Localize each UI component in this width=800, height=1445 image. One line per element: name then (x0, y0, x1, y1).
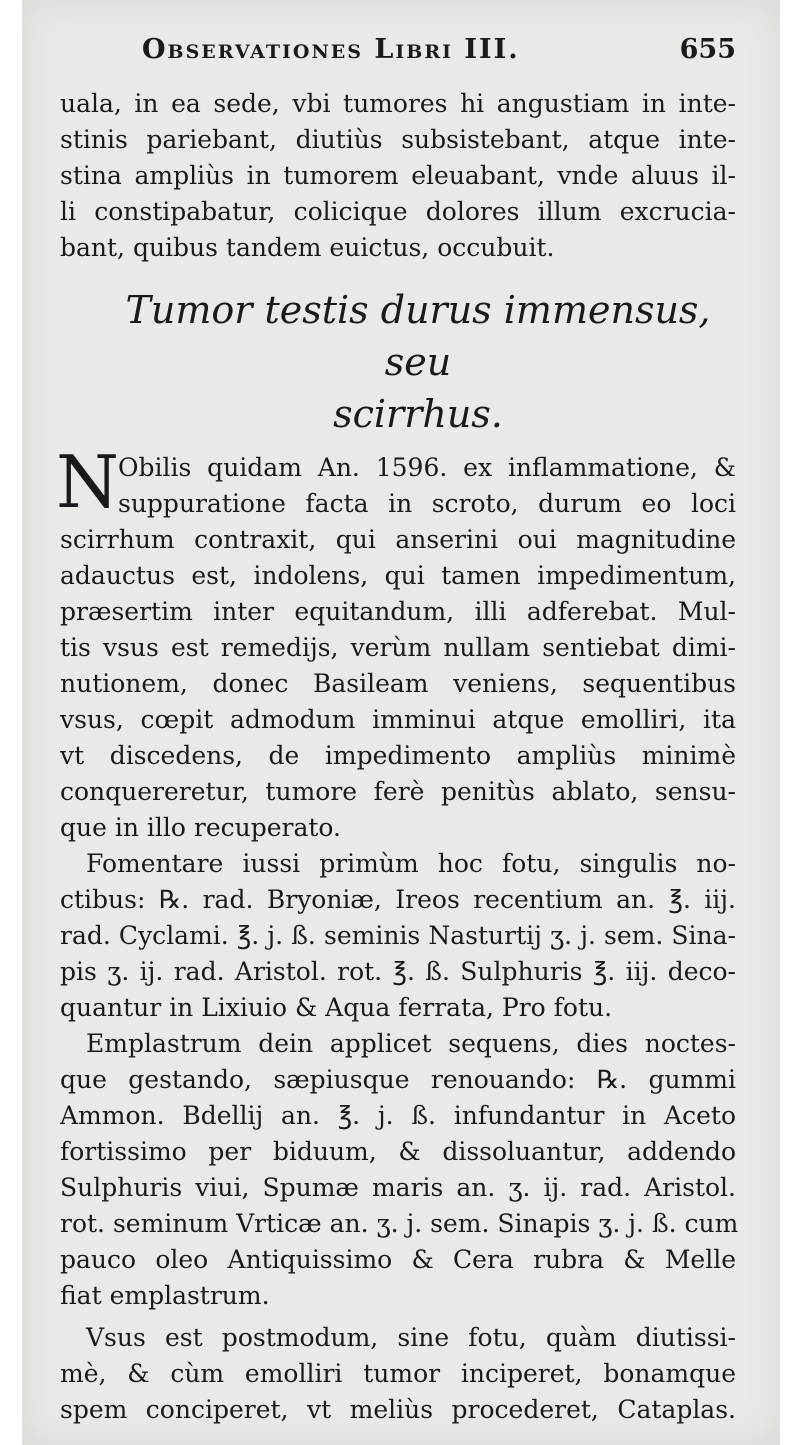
text-line: pis ʒ. ij. rad. Aristol. rot. ℥. ß. Sulphuris ℥. iij. deco- (60, 957, 736, 986)
text-line: Fomentare iussi primùm hoc fotu, singulis no- (86, 849, 736, 878)
section-title-line: Tumor testis durus immensus, seu (125, 288, 711, 384)
text-line: Sulphuris viui, Spumæ maris an. ʒ. ij. rad. Aristol. (60, 1173, 736, 1202)
text-line: quantur in Lixiuio & Aqua ferrata, Pro fotu. (60, 993, 613, 1022)
text-line: nutionem, donec Basileam veniens, sequentibus (60, 669, 736, 698)
text-line: li constipabatur, colicique dolores illum excrucia- (60, 197, 736, 226)
text-line: mè, & cùm emolliri tumor inciperet, bonamque (60, 1359, 736, 1388)
text-line: scirrhum contraxit, qui anserini oui magnitudine (60, 525, 736, 554)
running-title: Observationes Libri III. (142, 34, 520, 65)
closing-paragraph (60, 1320, 736, 1428)
intro-paragraph (60, 86, 736, 266)
text-line: conquereretur, tumore ferè penitùs ablato, sensu- (60, 777, 736, 806)
section-title (60, 284, 736, 440)
text-line: Ammon. Bdellij an. ℥. j. ß. infundantur in Aceto (60, 1101, 736, 1130)
text-line: tis vsus est remedijs, verùm nullam sentiebat dimi- (60, 633, 736, 662)
text-line: ctibus: ℞. rad. Bryoniæ, Ireos recentium an. ℥. iij. (60, 885, 736, 914)
text-line: suppuratione facta in scroto, durum eo loci (118, 489, 736, 518)
book-page (22, 0, 780, 1445)
text-line: vt discedens, de impedimento ampliùs minimè (60, 741, 736, 770)
text-line: pauco oleo Antiquissimo & Cera rubra & Melle (60, 1245, 736, 1274)
text-line: vsus, cœpit admodum imminui atque emolliri, ita (60, 705, 736, 734)
text-line: stina ampliùs in tumorem eleuabant, vnde aluus il- (60, 161, 736, 190)
running-header (60, 34, 736, 86)
page-number: 655 (679, 34, 736, 65)
text-line: fiat emplastrum. (60, 1281, 270, 1310)
drop-cap: N (56, 440, 119, 524)
text-line: que gestando, sæpiusque renouando: ℞. gummi (60, 1065, 736, 1094)
page-content (56, 34, 739, 1428)
text-line: rot. seminum Vrticæ an. ʒ. j. sem. Sinapis ʒ. j. ß. cum (60, 1209, 739, 1238)
section-title-line: scirrhus. (333, 392, 503, 436)
text-line: Emplastrum dein applicet sequens, dies noctes- (86, 1029, 736, 1058)
text-line: bant, quibus tandem euictus, occubuit. (60, 233, 555, 262)
text-line: uala, in ea sede, vbi tumores hi angustiam in inte- (60, 89, 736, 118)
text-line: rad. Cyclami. ℥. j. ß. seminis Nasturtij ʒ. j. sem. Sina- (60, 921, 736, 950)
text-line: stinis pariebant, diutiùs subsistebant, atque inte- (60, 125, 736, 154)
observation-paragraph (56, 440, 736, 846)
text-line: que in illo recuperato. (60, 813, 341, 842)
text-line: Obilis quidam An. 1596. ex inflammatione, & (118, 453, 736, 482)
text-line: adauctus est, indolens, qui tamen impedimentum, (60, 561, 736, 590)
fomentation-paragraph (60, 846, 736, 1026)
text-line: Vsus est postmodum, sine fotu, quàm diutissi- (86, 1323, 736, 1352)
text-line: spem conciperet, vt meliùs procederet, Cataplas. (60, 1395, 736, 1424)
text-line: fortissimo per biduum, & dissoluantur, addendo (60, 1137, 736, 1166)
text-line: præsertim inter equitandum, illi adferebat. Mul- (60, 597, 736, 626)
emplastrum-paragraph (60, 1026, 739, 1314)
